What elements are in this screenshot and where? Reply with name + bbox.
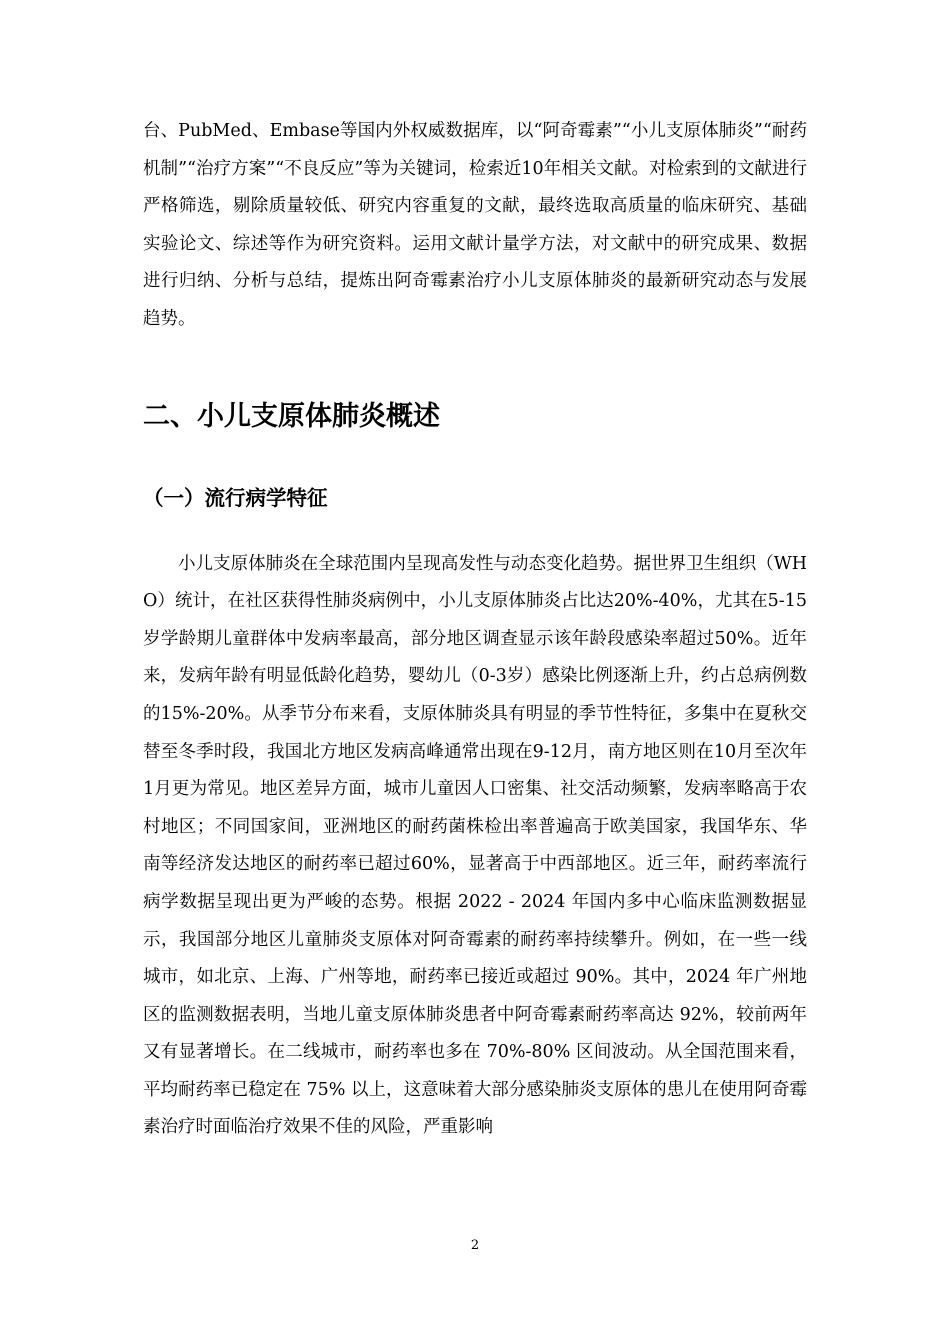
- body-paragraph: 小儿支原体肺炎在全球范围内呈现高发性与动态变化趋势。据世界卫生组织（WHO）统计，在社区获得性肺炎病例中，小儿支原体肺炎占比达20%-40%，尤其在5-15岁学龄期儿童群体中发病率最高，部分地区调查显示该年龄段感染率超过50%。近年来，发病年龄有明显低龄化趋势，婴幼儿（0-3岁）感染比例逐渐上升，约占总病例数的15%-20%。从季节分布来看，支原体肺炎具有明显的季节性特征，多集中在夏秋交替至冬季时段，我国北方地区发病高峰通常出现在9-12月，南方地区则在10月至次年1月更为常见。地区差异方面，城市儿童因人口密集、社交活动频繁，发病率略高于农村地区；不同国家间，亚洲地区的耐药菌株检出率普遍高于欧美国家，我国华东、华南等经济发达地区的耐药率已超过60%，显著高于中西部地区。近三年，耐药率流行病学数据呈现出更为严峻的态势。根据 2022 - 2024 年国内多中心临床监测数据显示，我国部分地区儿童肺炎支原体对阿奇霉素的耐药率持续攀升。例如，在一些一线城市，如北京、上海、广州等地，耐药率已接近或超过 90%。其中，2024 年广州地区的监测数据表明，当地儿童支原体肺炎患者中阿奇霉素耐药率高达 92%，较前两年又有显著增长。在二线城市，耐药率也多在 70%-80% 区间波动。从全国范围来看，平均耐药率已稳定在 75% 以上，这意味着大部分感染肺炎支原体的患儿在使用阿奇霉素治疗时面临治疗效果不佳的风险，严重影响: [143, 553, 807, 1138]
- page-content: [143, 113, 807, 1147]
- spacer: [143, 514, 807, 546]
- continuation-paragraph: 台、PubMed、Embase等国内外权威数据库，以“阿奇霉素”“小儿支原体肺炎”“耐药机制”“治疗方案”“不良反应”等为关键词，检索近10年相关文献。对检索到的文献进行严格筛选，剔除质量较低、研究内容重复的文献，最终选取高质量的临床研究、基础实验论文、综述等作为研究资料。运用文献计量学方法，对文献中的研究成果、数据进行归纳、分析与总结，提炼出阿奇霉素治疗小儿支原体肺炎的最新研究动态与发展趋势。: [143, 121, 807, 329]
- page-number: 2: [470, 1238, 480, 1253]
- spacer: [143, 339, 807, 397]
- subsection-heading: （一）流行病学特征: [143, 485, 328, 510]
- section-heading: 二、小儿支原体肺炎概述: [143, 400, 440, 432]
- spacer: [143, 437, 807, 482]
